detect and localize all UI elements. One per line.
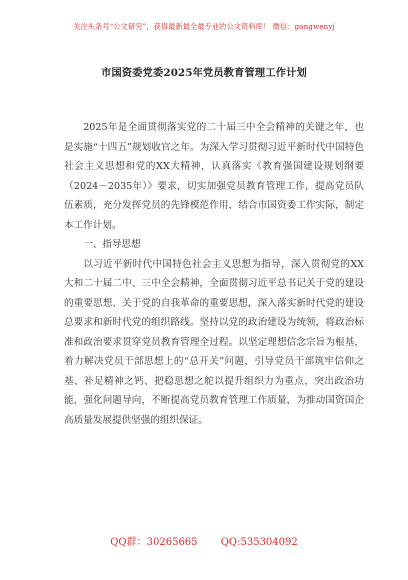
qq-group-text: QQ群：30265665 bbox=[110, 537, 198, 548]
section-paragraph: 以习近平新时代中国特色社会主义思想为指导，深入贯彻党的XX大和二十届二中、三中全会精神，全面贯彻习近平总书记关于党的建设的重要思想、关于党的自我革命的重要思想，深入落实新时代党的建设总要求和新时代党的组织路线。坚持以党的政治建设为统领，将政治标准和政治要求贯穿党员教育管理全过程。以坚定理想信念宗旨为根基，着力解决党员干部思想上的“总开关”问题，引导党员干部筑牢信仰之基、补足精神之钙、把稳思想之舵以提升组织力为重点，突出政治功能，强化问题导向，不断提高党员教育管理工作质量，为推动国资国企高质量发展提供坚强的组织保证。 bbox=[64, 258, 364, 426]
intro-paragraph: 2025年是全面贯彻落实党的二十届三中全会精神的关键之年，也是实施“十四五”规划收官之年。为深入学习贯彻习近平新时代中国特色社会主义思想和党的XX大精神，认真落实《教育强国建设规划纲要（2024－2035年）》要求，切实加强党员教育管理工作，提高党员队伍素质，充分发挥党员的先锋模范作用，结合市国资委工作实际，制定本工作计划。 bbox=[64, 122, 364, 231]
document-body bbox=[64, 118, 364, 430]
section-heading: 一、指导思想 bbox=[83, 239, 141, 250]
qq-text: QQ:535304092 bbox=[220, 537, 298, 548]
promo-header: 关注头条号“公文研究”，获得最新最全最专业的公文资料库！ 微信：gongwenyj bbox=[73, 22, 335, 31]
document-title: 市国资委党委2025年党员教育管理工作计划 bbox=[101, 67, 307, 79]
contact-footer bbox=[0, 537, 408, 549]
